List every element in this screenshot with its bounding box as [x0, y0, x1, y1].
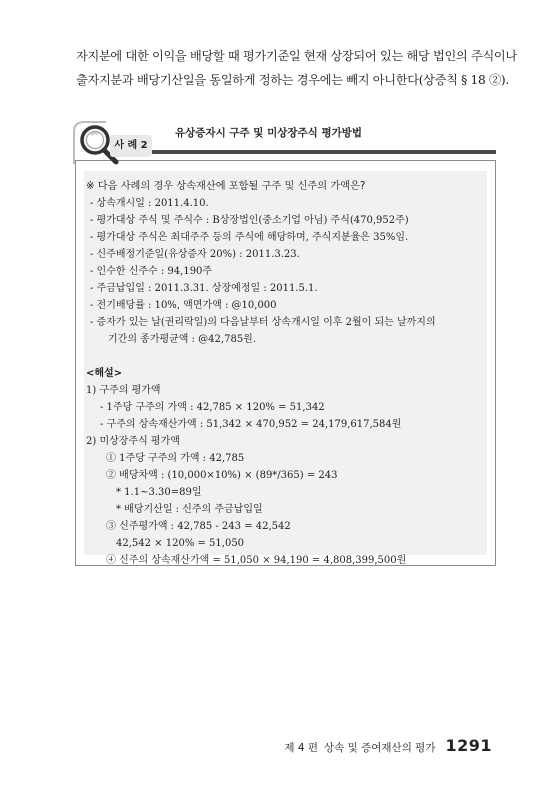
fact-item-continued: 기간의 종가평균액 : @42,785원.: [108, 334, 257, 345]
case-title: 유상증자시 구주 및 미상장주식 평가방법: [175, 127, 363, 139]
solution-note: * 배당기산일 : 신주의 주금납입일: [116, 504, 263, 515]
solution-line: 42,542 × 120% = 51,050: [116, 538, 245, 549]
solution-line: ③ 신주평가액 : 42,785 - 243 = 42,542: [106, 521, 291, 532]
solution-line: ① 1주당 구주의 가액 : 42,785: [106, 453, 245, 464]
footer-title: 상속 및 증여재산의 평가: [324, 742, 436, 754]
footer-section: 제 4 편: [284, 742, 319, 754]
case-content: [86, 178, 486, 569]
fact-item: - 신주배정기준일(유상증자 20%) : 2011.3.23.: [90, 249, 300, 260]
fact-item: - 인수한 신주수 : 94,190주: [90, 266, 213, 277]
solution-line: - 1주당 구주의 가액 : 42,785 × 120% = 51,342: [100, 402, 325, 413]
fact-item: - 주금납입일 : 2011.3.31. 상장예정일 : 2011.5.1.: [90, 283, 318, 294]
page-number: 1291: [445, 736, 492, 755]
solution-section-2: 2) 미상장주식 평가액: [86, 436, 180, 447]
case-tag: 사 례 2: [110, 135, 152, 157]
solution-heading: <해설>: [86, 368, 123, 379]
case-header-bar: [141, 150, 496, 154]
intro-paragraph: [76, 44, 517, 92]
intro-line-2: 출자지분과 배당기산일을 동일하게 정하는 경우에는 빼지 아니한다(상증칙 § 18 ②).: [76, 73, 509, 87]
solution-line: - 구주의 상속재산가액 : 51,342 × 470,952 = 24,179,617,584원: [100, 419, 402, 430]
fact-item: - 평가대상 주식은 최대주주 등의 주식에 해당하며, 주식지분율은 35%임.: [90, 232, 409, 243]
case-question: ※ 다음 사례의 경우 상속재산에 포함될 구주 및 신주의 가액은?: [86, 181, 366, 192]
intro-line-1: 자지분에 대한 이익을 배당할 때 평가기준일 현재 상장되어 있는 해당 법인의 주식이나: [76, 49, 517, 63]
fact-item: - 상속개시일 : 2011.4.10.: [90, 198, 209, 209]
fact-item: - 증자가 있는 날(권리락일)의 다음날부터 상속개시일 이후 2월이 되는 날까지의: [90, 317, 436, 328]
page-footer: [284, 736, 492, 755]
fact-item: - 전기배당률 : 10%, 액면가액 : @10,000: [90, 300, 277, 311]
solution-note: * 1.1~3.30=89일: [116, 487, 202, 498]
solution-line: ④ 신주의 상속재산가액 = 51,050 × 94,190 = 4,808,399,500원: [106, 555, 407, 566]
spacer: [86, 348, 486, 365]
fact-item: - 평가대상 주식 및 주식수 : B상장법인(중소기업 아님) 주식(470,952주): [90, 215, 409, 226]
solution-section-1: 1) 구주의 평가액: [86, 385, 161, 396]
solution-line: ② 배당차액 : (10,000×10%) × (89*/365) = 243: [106, 470, 338, 481]
